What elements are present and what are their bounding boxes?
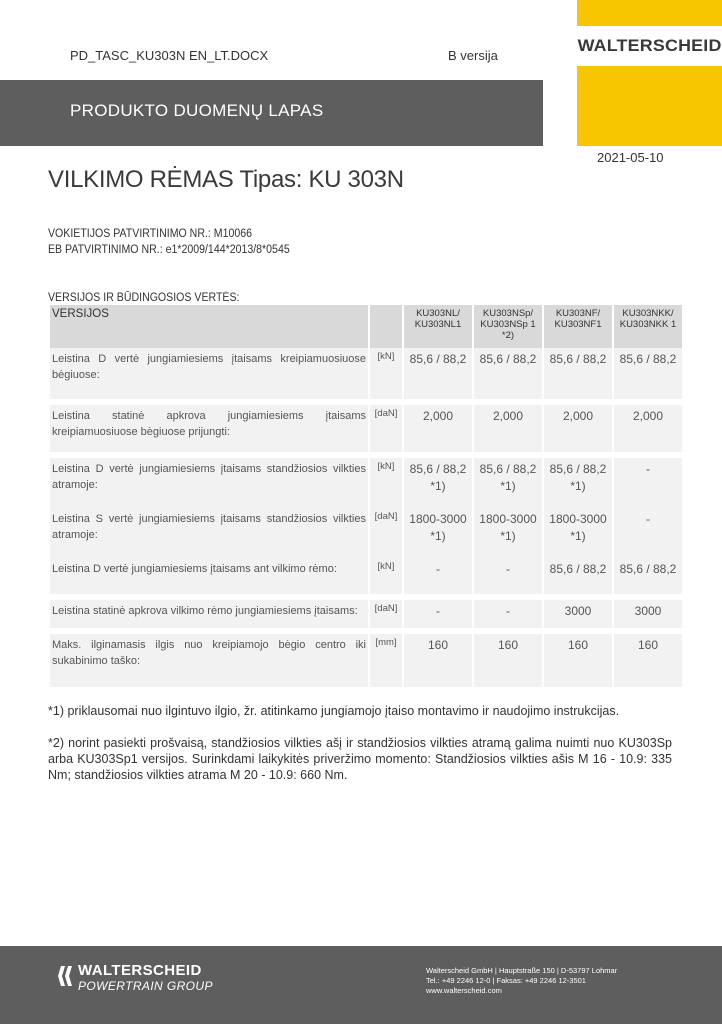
table-header-label: VERSIJOS: [50, 305, 368, 348]
row-value: -: [404, 600, 472, 628]
row-value: 160: [614, 634, 682, 687]
footnote-2: *2) norint pasiekti prošvaisą, standžiosios vilkties ašį ir standžiosios vilkties atramą galima nuimti nuo KU303Sp arba KU303Sp1 versijos. Surinkdami laikykitės priveržimo momento: Standžiosios vilkties ašis M 16 - 10.9: 335 Nm; standžiosios vilkties atrama M 20 - 10.9: 660 Nm.: [48, 736, 672, 782]
footnote-1: *1) priklausomai nuo ilgintuvo ilgio, žr. atitinkamo jungiamojo įtaiso montavimo ir naudojimo instrukcijas.: [48, 704, 620, 718]
row-value: 85,6 / 88,2: [614, 558, 682, 594]
footer-website-link[interactable]: www.walterscheid.com: [426, 986, 502, 995]
row-label: Maks. ilginamasis ilgis nuo kreipiamojo bėgio centro iki sukabinimo taško:: [50, 634, 368, 687]
row-label: Leistina D vertė jungiamiesiems įtaisams standžiosios vilkties atramoje:: [50, 458, 368, 508]
row-value: 160: [544, 634, 612, 687]
footer-contact-line: Tel.: +49 2246 12-0 | Faksas: +49 2246 12-3501: [426, 976, 586, 985]
table-header-col: KU303NKK/ KU303NKK 1: [614, 305, 682, 348]
row-value: 3000: [544, 600, 612, 628]
row-value: 85,6 / 88,2 *1): [474, 458, 542, 508]
row-label: Leistina statinė apkrova vilkimo rėmo jungiamiesiems įtaisams:: [50, 600, 368, 628]
row-unit: [kN]: [370, 348, 402, 399]
row-value: 160: [404, 634, 472, 687]
row-value: 85,6 / 88,2 *1): [544, 458, 612, 508]
table-header-col: KU303NL/ KU303NL1: [404, 305, 472, 348]
row-value: 85,6 / 88,2: [544, 348, 612, 399]
approval-number-eu: EB PATVIRTINIMO NR.: e1*2009/144*2013/8*0545: [48, 244, 290, 256]
row-unit: [daN]: [370, 405, 402, 452]
row-unit: [mm]: [370, 634, 402, 687]
table-row: [50, 634, 682, 687]
table-header-col: KU303NSp/ KU303NSp 1 *2): [474, 305, 542, 348]
table-row: [50, 600, 682, 628]
brand-accent-block: [577, 0, 722, 146]
row-unit: [daN]: [370, 508, 402, 558]
row-value: -: [404, 558, 472, 594]
row-label: Leistina D vertė jungiamiesiems įtaisams ant vilkimo rėmo:: [50, 558, 368, 594]
row-value: 2,000: [544, 405, 612, 452]
table-row: [50, 348, 682, 399]
banner-title: PRODUKTO DUOMENŲ LAPAS: [70, 101, 324, 120]
table-header-unit: [370, 305, 402, 348]
footer-brand: WALTERSCHEID: [78, 962, 202, 979]
footer-address: [426, 966, 617, 996]
row-value: 1800-3000 *1): [544, 508, 612, 558]
walterscheid-logo: [577, 26, 722, 66]
table-row: [50, 405, 682, 452]
page-title: VILKIMO RĖMAS Tipas: KU 303N: [48, 166, 404, 193]
section-title: VERSIJOS IR BŪDINGOSIOS VERTĖS:: [48, 292, 240, 304]
row-label: Leistina D vertė jungiamiesiems įtaisams kreipiamuosiuose bėgiuose:: [50, 348, 368, 399]
row-value: 85,6 / 88,2: [474, 348, 542, 399]
versions-table: [48, 305, 684, 687]
walterscheid-mark-icon: [58, 964, 74, 988]
row-value: 2,000: [614, 405, 682, 452]
table-row: [50, 508, 682, 558]
table-header-row: [50, 305, 682, 348]
footer-subbrand: POWERTRAIN GROUP: [78, 979, 213, 993]
row-value: 2,000: [404, 405, 472, 452]
row-value: -: [614, 508, 682, 558]
row-value: 2,000: [474, 405, 542, 452]
row-unit: [kN]: [370, 558, 402, 594]
table-row: [50, 558, 682, 594]
row-value: 85,6 / 88,2 *1): [404, 458, 472, 508]
row-unit: [kN]: [370, 458, 402, 508]
row-value: -: [474, 558, 542, 594]
row-value: 3000: [614, 600, 682, 628]
approval-number-de: VOKIETIJOS PATVIRTINIMO NR.: M10066: [48, 228, 253, 240]
footer-address-line: Walterscheid GmbH | Hauptstraße 150 | D-53797 Lohmar: [426, 966, 618, 975]
document-code: PD_TASC_KU303N EN_LT.DOCX: [70, 48, 269, 63]
row-value: 85,6 / 88,2: [544, 558, 612, 594]
row-value: 1800-3000 *1): [404, 508, 472, 558]
table-header-col: KU303NF/ KU303NF1: [544, 305, 612, 348]
document-date: 2021-05-10: [597, 150, 664, 165]
row-unit: [daN]: [370, 600, 402, 628]
row-value: 1800-3000 *1): [474, 508, 542, 558]
row-value: -: [614, 458, 682, 508]
row-value: 85,6 / 88,2: [404, 348, 472, 399]
logo-text: WALTERSCHEID: [577, 36, 722, 55]
row-value: 85,6 / 88,2: [614, 348, 682, 399]
row-label: Leistina S vertė jungiamiesiems įtaisams standžiosios vilkties atramoje:: [50, 508, 368, 558]
row-value: 160: [474, 634, 542, 687]
row-label: Leistina statinė apkrova jungiamiesiems įtaisams kreipiamuosiuose bėgiuose prijungti:: [50, 405, 368, 452]
table-row: [50, 458, 682, 508]
row-value: -: [474, 600, 542, 628]
document-version: B versija: [448, 48, 498, 63]
